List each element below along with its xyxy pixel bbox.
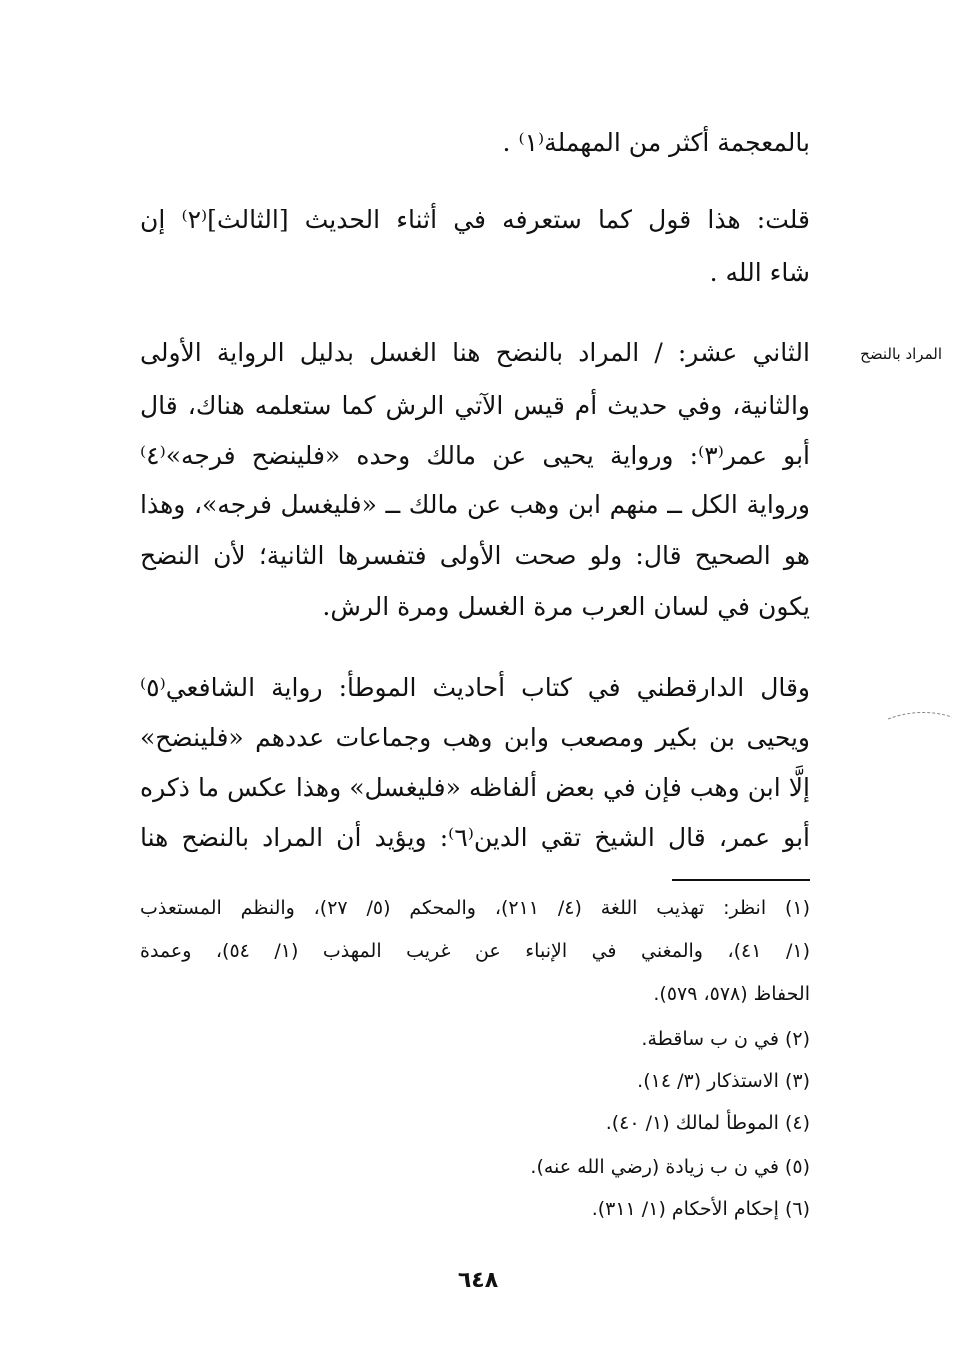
footnote-line: (١) انظر: تهذيب اللغة (٤/ ٢١١)، والمحكم (٥/ ٢٧)، والنظم المستعذب: [140, 897, 811, 919]
footnote-line: (٣) الاستذكار (٣/ ١٤).: [637, 1070, 810, 1092]
footnote-line: (٤) الموطأ لمالك (١/ ٤٠).: [605, 1112, 810, 1134]
scan-mark-icon: [880, 697, 956, 727]
text-line: قلت: هذا قول كما ستعرفه في أثناء الحديث [الثالث]⁽٢⁾ إن: [140, 205, 810, 234]
text-line: ويحيى بن بكير ومصعب وابن وهب وجماعات عددهم «فلينضح»: [140, 723, 810, 752]
text-line: وقال الدارقطني في كتاب أحاديث الموطأ: رواية الشافعي⁽٥⁾: [140, 673, 810, 702]
text-line: أبو عمر⁽٣⁾: ورواية يحيى عن مالك وحده «فلينضح فرجه»⁽٤⁾: [140, 441, 810, 470]
footnote-line: الحفاظ (٥٧٨، ٥٧٩).: [653, 983, 810, 1005]
text-line: هو الصحيح قال: ولو صحت الأولى فتفسرها الثانية؛ لأن النضح: [140, 541, 810, 570]
text-line: ورواية الكل ــ منهم ابن وهب عن مالك ــ «فليغسل فرجه»، وهذا: [140, 490, 810, 519]
footnote-separator: [672, 879, 810, 881]
text-line: شاء الله .: [709, 258, 810, 287]
text-line: إلَّا ابن وهب فإن في بعض ألفاظه «فليغسل» وهذا عكس ما ذكره: [140, 773, 811, 802]
text-line: الثاني عشر: / المراد بالنضح هنا الغسل بدليل الرواية الأولى: [140, 338, 810, 367]
margin-note: المراد بالنضح: [860, 345, 942, 363]
page-number: ٦٤٨: [457, 1268, 499, 1293]
footnote-line: (١/ ٤١)، والمغني في الإنباء عن غريب المهذب (١/ ٥٤)، وعمدة: [140, 940, 810, 962]
text-line: أبو عمر، قال الشيخ تقي الدين⁽٦⁾: ويؤيد أن المراد بالنضح هنا: [140, 823, 810, 852]
footnote-line: (٦) إحكام الأحكام (١/ ٣١١).: [591, 1198, 810, 1220]
footnote-line: (٥) في ن ب زيادة (رضي الله عنه).: [530, 1156, 810, 1178]
text-line: والثانية، وفي حديث أم قيس الآتي الرش كما ستعلمه هناك، قال: [140, 391, 810, 420]
text-line: يكون في لسان العرب مرة الغسل ومرة الرش.: [322, 592, 810, 621]
text-line: بالمعجمة أكثر من المهملة⁽١⁾ .: [502, 128, 810, 157]
footnote-line: (٢) في ن ب ساقطة.: [641, 1028, 810, 1050]
